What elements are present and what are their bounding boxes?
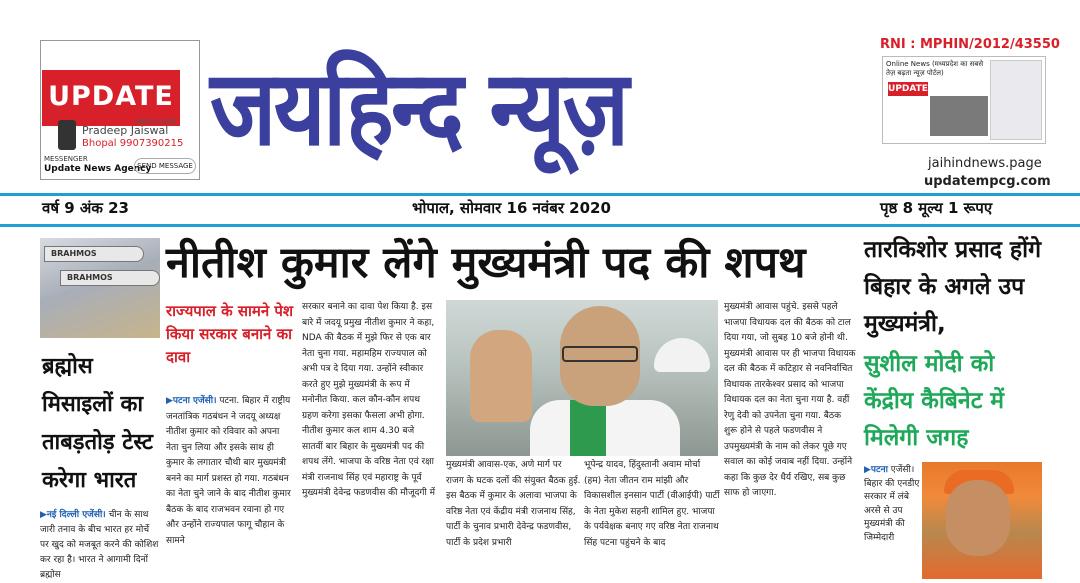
- date-place: भोपाल, सोमवार 16 नवंबर 2020: [412, 199, 611, 217]
- update-ad-site: MPCG.COM: [136, 118, 176, 126]
- main-story-column-4: भूपेन्द्र यादव, हिंदुस्तानी अवाम मोर्चा (हम) नेता जीतन राम मांझी और विकासशील इनसान पार्टी (वीआईपी) पार्टी के नेता मुकेश सहनी शामिल हुए. भाजपा के पर्यवेक्षक बनाए गए वरिष्ठ नेता राजनाथ सिंह पटना पहुंचने के बाद: [584, 460, 720, 548]
- agency-name: Update News Agency: [44, 164, 152, 174]
- edition-info: वर्ष 9 अंक 23: [42, 199, 129, 217]
- phone-icon: [58, 120, 76, 150]
- rni-number: RNI : MPHIN/2012/43550: [880, 37, 1060, 52]
- photo-waving-hand: [470, 330, 532, 422]
- update-ad-name: Pradeep Jaiswal: [82, 124, 169, 137]
- main-subhead: [166, 300, 294, 369]
- left-story-lead: ▶नई दिल्ली एजेंसी।: [40, 510, 106, 520]
- update-ad-phone: Bhopal 9907390215: [82, 138, 184, 149]
- main-headline[interactable]: नीतीश कुमार लेंगे मुख्यमंत्री पद की शपथ: [166, 238, 806, 288]
- main-story-col1-text: पटना. बिहार में राष्ट्रीय जनतांत्रिक गठबंधन ने जदयू अध्यक्ष नीतीश कुमार को रविवार को अपना नेता चुन लिया और इसके साथ ही कुमार के लगातार चौथी बार मुख्यमंत्री बनने का मार्ग प्रशस्त हो गया. गठबंधन का नेता चुने जाने के बाद नीतीश कुमार बैठक के बाद राजभवन रवाना हो गए और उन्होंने राज्यपाल फागू चौहान के सामने: [166, 396, 291, 546]
- main-subhead-text: राज्यपाल के सामने पेश किया सरकार बनाने का दावा: [166, 302, 294, 366]
- right-story-lead: ▶पटना: [864, 465, 888, 475]
- main-story-column-1: [166, 394, 294, 549]
- left-story-text: चीन के साथ जारी तनाव के बीच भारत हर मोर्चे पर खुद को मजबूत करने की कोशिश कर रहा है। भारत ने आगामी दिनों ब्रह्मोस: [40, 510, 159, 580]
- website-link-2[interactable]: updatempcg.com: [924, 174, 1051, 189]
- photo-face-right: [946, 480, 1010, 556]
- right-story-body: [864, 464, 920, 545]
- main-story-column-3: मुख्यमंत्री आवास-एक, अणे मार्ग पर राजग के घटक दलों की संयुक्त बैठक हुई. इस बैठक में कुमार के अलावा भाजपा के वरिष्ठ नेता एवं केंद्रीय मंत्री राजनाथ सिंह, पार्टी के चुनाव प्रभारी देवेन्द्र फडणवीस, पार्टी के प्रदेश प्रभारी: [446, 460, 581, 548]
- right-headline[interactable]: तारकिशोर प्रसाद होंगे बिहार के अगले उप मुख्यमंत्री,: [864, 237, 1042, 337]
- online-news-ad-brand: UPDATE: [888, 84, 928, 94]
- left-headline[interactable]: ब्रह्मोस मिसाइलों का ताबड़तोड़ टेस्ट करेगा भारत: [42, 354, 153, 493]
- photo-glasses: [562, 346, 638, 362]
- online-news-ad-photo: [930, 96, 988, 136]
- newspaper-thumbnail: [990, 60, 1042, 140]
- main-story-lead: ▶पटना एजेंसी।: [166, 396, 217, 406]
- top-strip: [0, 0, 1080, 22]
- website-link-1[interactable]: jaihindnews.page: [928, 156, 1042, 171]
- photo-scarf: [570, 400, 606, 456]
- send-message-button[interactable]: SEND MESSAGE: [134, 158, 196, 174]
- update-ad-brand: UPDATE: [48, 81, 174, 112]
- online-news-ad-text: Online News (मध्यप्रदेश का सबसे तेज़ बढ़ता न्यूज़ पोर्टल): [886, 60, 984, 77]
- dateline-rule-bottom: [0, 224, 1080, 227]
- right-story-text: एजेंसी।बिहार की एनडीए सरकार में लंबे अरसे से उप मुख्यमंत्री की जिम्मेदारी: [864, 465, 920, 543]
- missile-label-1: BRAHMOS: [44, 246, 144, 262]
- newspaper-title: जयहिन्द न्यूज़: [210, 47, 627, 169]
- main-story-column-5: मुख्यमंत्री आवास पहुंचे. इससे पहले भाजपा विधायक दल की बैठक को टाल दिया गया, जो सुबह 10 बजे होनी थी. मुख्यमंत्री आवास पर ही भाजपा विधायक दल की बैठक में कटिहार से नवनिर्वाचित विधायक तारकेश्वर प्रसाद को भाजपा विधायक दल का नेता चुना गया है. वहीं रेणु देवी को उपनेता चुना गया. बैठक शुरू होने से पहले फडणवीस ने उपमुख्यमंत्री के नाम को लेकर पूछे गए सवाल का कोई जवाब नहीं दिया. उन्होंने कहा कि कुछ देर धैर्य रखिए, सब कुछ साफ हो जाएगा.: [724, 302, 856, 498]
- page-price: पृष्ठ 8 मूल्य 1 रूपए: [880, 199, 993, 217]
- missile-label-2: BRAHMOS: [60, 270, 160, 286]
- main-story-column-2: सरकार बनाने का दावा पेश किया है. इस बारे में जदयू प्रमुख नीतीश कुमार ने कहा, NDA की बैठक में मुझे फिर से एक बार नेता चुना गया. महामहिम राज्यपाल को अभी पत्र दे दिया गया. उन्होंने स्वीकार करते हुए मुझे मुख्यमंत्री के रूप में मनोनीत किया. कल कौन-कौन शपथ ग्रहण करेगा इसका फैसला अभी होगा. नीतीश कुमार कल शाम 4.30 बजे सातवीं बार बिहार के मुख्यमंत्री पद की शपथ लेंगे. भाजपा के वरिष्ठ नेता एवं रक्षा मंत्री राजनाथ सिंह एवं महाराष्ट्र के पूर्व मुख्यमंत्री देवेन्द्र फडणवीस की मौजूदगी में: [302, 302, 436, 498]
- right-subheadline[interactable]: सुशील मोदी को केंद्रीय कैबिनेट में मिलेगी जगह: [864, 351, 1005, 451]
- left-story-body: [40, 508, 160, 583]
- messenger-label: MESSENGER: [44, 155, 88, 163]
- missile-photo: [40, 238, 160, 338]
